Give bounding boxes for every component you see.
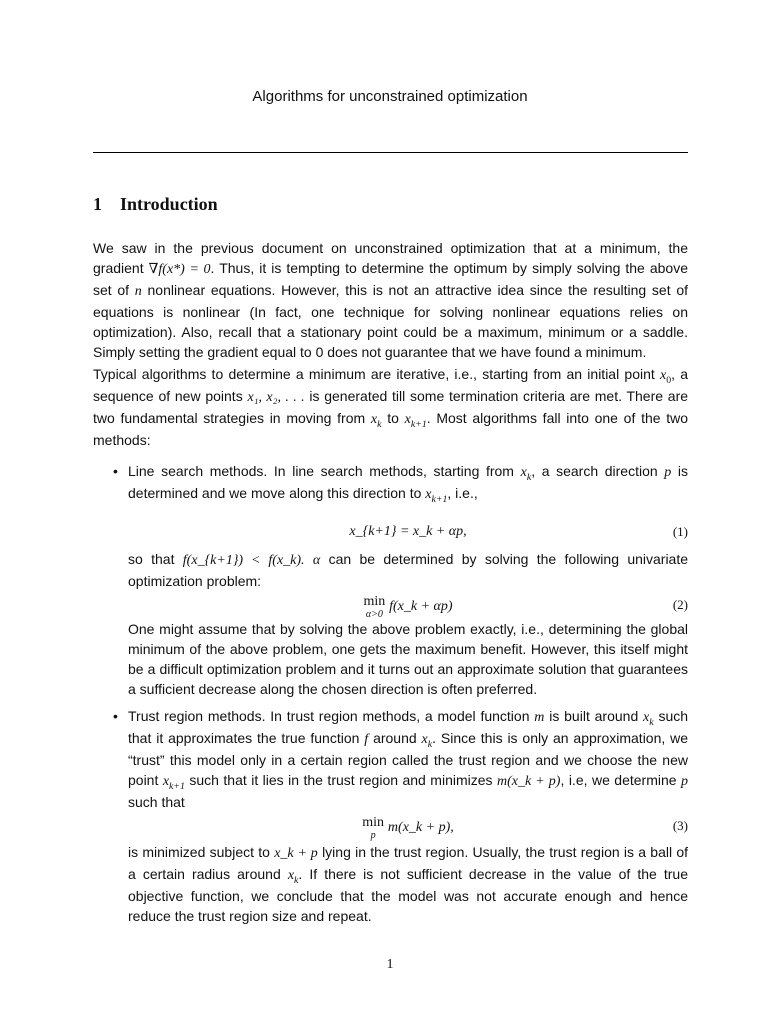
text: is generated till some termination criteria are met. There are two fundamental strategies in moving from (93, 388, 689, 426)
bullet-icon: • (113, 463, 118, 479)
text: . Most algorithms fall into one of the two methods: (93, 410, 689, 448)
text: We saw in the previous document on unconstrained optimization that at a minimum, the gradient (93, 240, 688, 276)
text: One might assume that by solving the above problem exactly, i.e., determining the global minimum of the above problem, one gets the maximum benefit. However, this itself might be a difficult optimization problem and it turns out an approximate solution that guarantees a sufficient decrease along the chosen direction is often preferred. (128, 621, 688, 697)
math: $x_{k+1}$ (404, 412, 427, 430)
text: , a search direction (531, 463, 658, 479)
math: ∇f(x*) = 0 (148, 262, 211, 277)
equation-1 (128, 518, 688, 548)
section-number: 1 (93, 194, 102, 214)
section-title: Introduction (120, 194, 218, 214)
math: p (681, 774, 689, 789)
list-item (93, 706, 688, 926)
text: Line search methods. In line search methods, starting from (128, 463, 514, 479)
text: Trust region methods. In trust region methods, a model function (128, 708, 530, 724)
text: is minimized subject to (128, 844, 270, 860)
math: $x_k$ (643, 710, 654, 728)
math: x₁, x₂, . . . (247, 390, 305, 405)
bullet-icon: • (113, 708, 118, 724)
text: . Since this is only an approximation, we “trust” this model only in a certain region called the trust region and we choose the new point (128, 730, 689, 788)
text: such that (128, 794, 185, 810)
math: α (312, 553, 321, 568)
min-operator: min α>0 (363, 594, 386, 620)
equation-2 (128, 591, 688, 619)
equation-expression: min p m(x_k + p), (362, 815, 454, 841)
math: x_k + p (274, 846, 318, 861)
min-operator: min p (362, 815, 385, 841)
paragraph-1 (93, 238, 688, 362)
text: , i.e., (447, 485, 478, 501)
text: Typical algorithms to determine a minimum are iterative, i.e., starting from an initial point (93, 366, 655, 382)
methods-list-trust-region (93, 706, 688, 926)
math: n (134, 284, 142, 299)
document-title: Algorithms for unconstrained optimization (252, 88, 528, 105)
title-rule (93, 152, 688, 153)
text: to (387, 410, 399, 426)
math: $x_k$ (520, 465, 532, 483)
text: so that (128, 551, 175, 567)
equation-3 (128, 812, 688, 842)
math: $x_{k+1}$ (425, 487, 448, 505)
text: such that it lies in the trust region and minimizes (189, 772, 493, 788)
text: nonlinear equations. However, this is not an attractive idea since the resulting set of equations is nonlinear (In fact, one technique for solving nonlinear equations relies on optimization). Also, recall that a stationary point could be a maximum, minimum or a saddle. Simply setting the gradient equal to 0 does not guarantee that we have found a minimum. (93, 282, 688, 360)
equation-number: (2) (672, 597, 688, 612)
section-heading (93, 194, 218, 215)
math: $x_0$ (660, 368, 672, 386)
math: $x_k$ (421, 732, 433, 750)
math: $x_k$ (370, 412, 382, 430)
text: such that it approximates the true function (128, 708, 689, 746)
text: is built around (549, 708, 639, 724)
methods-list-line-search (93, 461, 688, 699)
text: . Thus, it is tempting to determine the optimum by simply solving the above set of (93, 260, 688, 298)
math: f (364, 732, 369, 747)
paragraph-2 (93, 364, 688, 450)
math: p (664, 465, 672, 480)
text: , i.e, we determine (560, 772, 677, 788)
math: $x_k$ (287, 868, 299, 886)
equation-expression: min α>0 f(x_k + αp) (363, 594, 453, 620)
math: $x_{k+1}$ (162, 774, 185, 792)
text: around (373, 730, 417, 746)
equation-number: (1) (672, 524, 688, 539)
text: , a sequence of new points (93, 366, 689, 404)
math: f(x_{k+1}) < f(x_k). (182, 553, 305, 568)
page-number: 1 (386, 957, 394, 972)
text: can be determined by solving the following univariate optimization problem: (128, 551, 689, 589)
equation-expression: x_{k+1} = x_k + αp, (349, 524, 467, 539)
text: lying in the trust region. Usually, the trust region is a ball of a certain radius around (128, 844, 689, 882)
text: . If there is not sufficient decrease in the value of the true objective function, we conclude that the model was not accurate enough and hence reduce the trust region size and repeat. (128, 866, 689, 924)
text: is determined and we move along this direction to (128, 463, 689, 501)
equation-number: (3) (672, 818, 688, 833)
math: m(x_k + p) (497, 774, 561, 789)
list-item (93, 461, 688, 699)
math: m (534, 710, 545, 725)
